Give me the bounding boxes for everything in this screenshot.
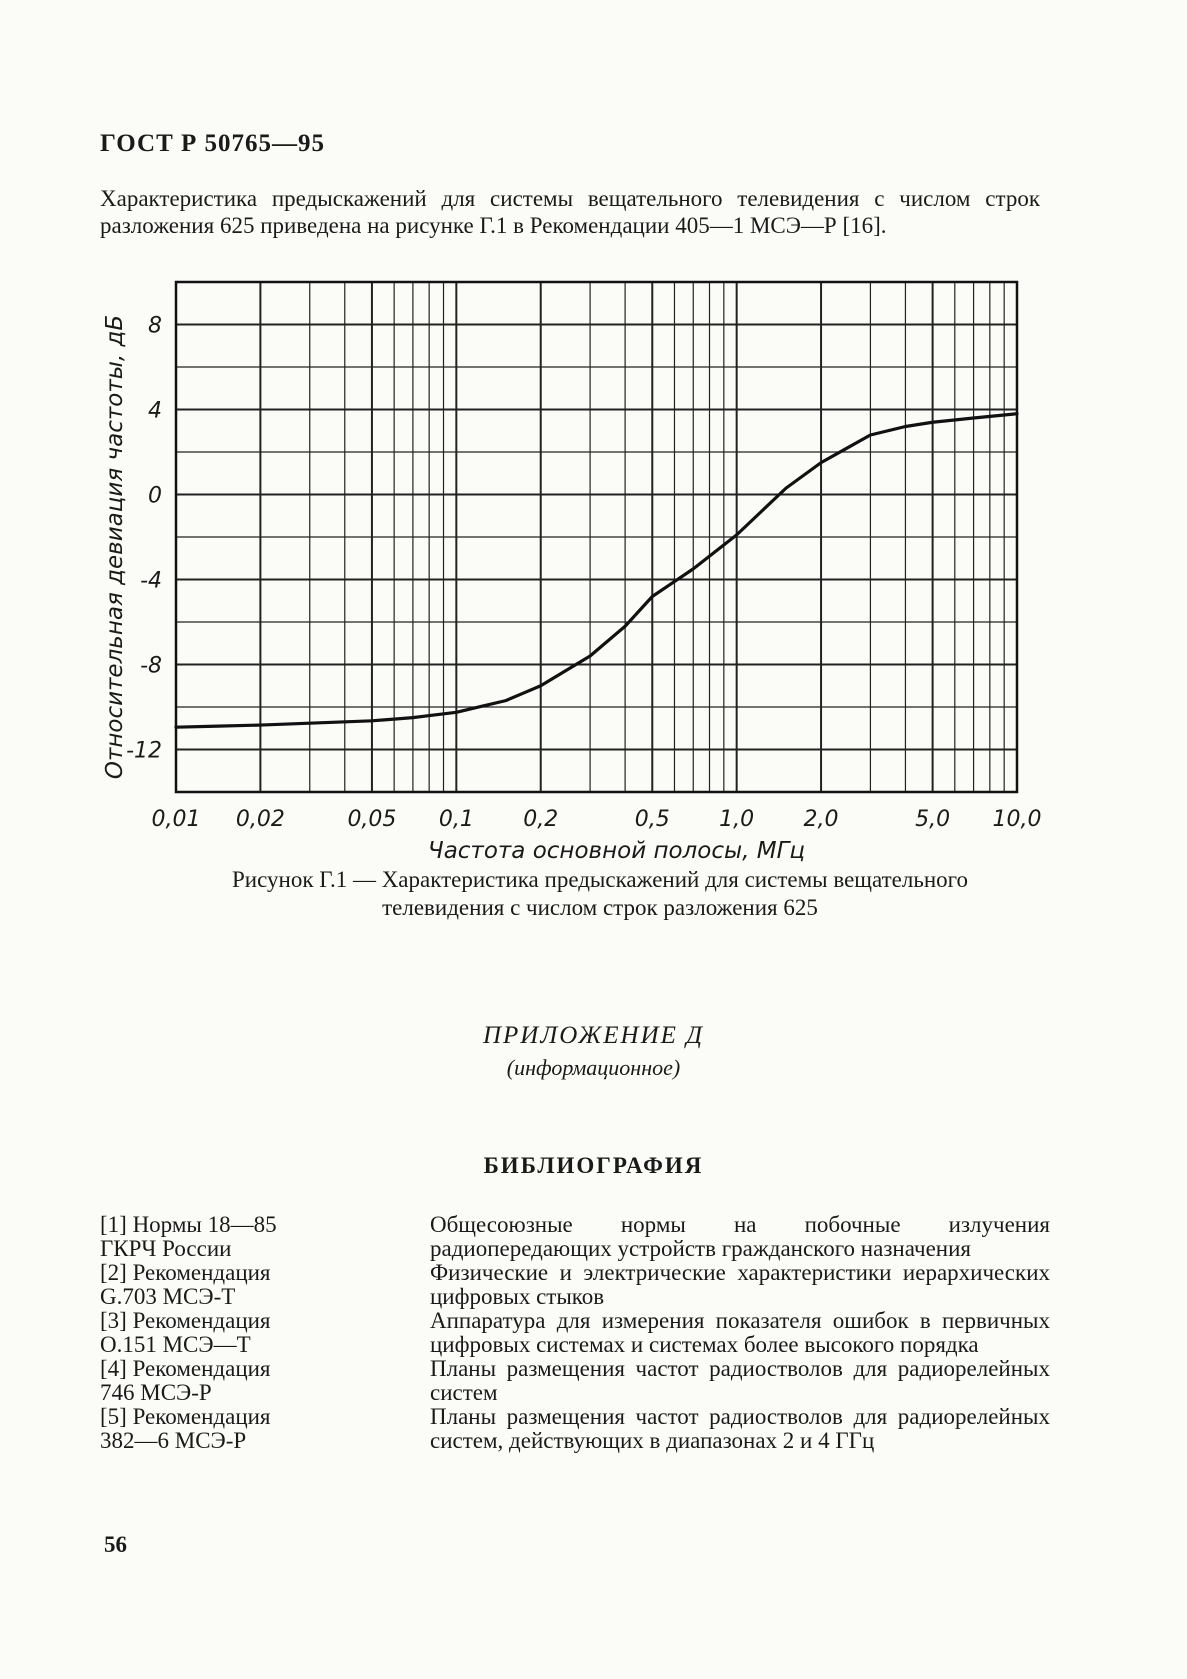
bibliography-list [100,1213,1050,1453]
bibliography-ref [100,1261,430,1309]
bibliography-ref [100,1309,430,1357]
x-tick-label: 0,1 [438,807,474,832]
bibliography-desc: Общесоюзные нормы на побочные излучения радиопередающих устройств гражданского назначения [430,1212,1050,1261]
chart-ticks [126,314,1041,833]
y-tick-label: 0 [148,483,162,509]
bibliography-heading: БИБЛИОГРАФИЯ [483,1153,704,1178]
x-tick-label: 0,02 [235,807,285,832]
bibliography-entry [100,1261,1050,1309]
bibliography-ref [100,1405,430,1453]
figure-caption-line1: Рисунок Г.1 — Характеристика предыскажений для системы вещательного [232,867,968,892]
x-tick-label: 0,2 [523,807,559,832]
bibliography-entry [100,1357,1050,1405]
bibliography-entry [100,1405,1050,1453]
x-tick-label: 2,0 [803,807,839,832]
y-tick-label: -8 [140,653,162,679]
appendix-title: ПРИЛОЖЕНИЕ Д [482,1022,705,1049]
bibliography-entry [100,1309,1050,1357]
series-line [176,414,1017,727]
intro-paragraph: Характеристика предыскажений для системы вещательного телевидения с числом строк разложения 625 приведена на рисунке Г.1 в Рекомендации 405—1 МСЭ—Р [16]. [100,186,1040,238]
bibliography-desc: Аппаратура для измерения показателя ошибок в первичных цифровых системах и системах более высокого порядка [430,1308,1050,1357]
y-tick-label: -12 [126,738,162,764]
ref-line: 382—6 МСЭ-Р [100,1428,247,1453]
ref-line: О.151 МСЭ—Т [100,1332,251,1357]
x-tick-label: 0,01 [151,807,201,832]
bibliography-ref [100,1357,430,1405]
appendix-subtitle: (информационное) [506,1055,681,1080]
ref-line: [4] Рекомендация [100,1356,271,1381]
ref-line: 746 МСЭ-Р [100,1380,212,1405]
figure-caption-line2: телевидения с числом строк разложения 625 [382,895,818,920]
x-axis-label: Частота основной полосы, МГц [427,838,806,864]
ref-line: [1] Нормы 18—85 [100,1212,277,1237]
x-tick-label: 10,0 [992,807,1042,832]
ref-line: ГКРЧ России [100,1236,232,1261]
x-tick-label: 5,0 [915,807,951,832]
document-id: ГОСТ Р 50765—95 [100,130,326,157]
predistortion-chart [0,270,1187,864]
y-tick-label: 4 [148,398,162,424]
ref-line: [3] Рекомендация [100,1308,271,1333]
bibliography-entry [100,1213,1050,1261]
bibliography-ref [100,1213,430,1261]
x-tick-label: 1,0 [719,807,755,832]
bibliography-desc: Планы размещения частот радиостволов для радиорелейных систем, действующих в диапазонах 2 и 4 ГГц [430,1404,1050,1453]
x-tick-label: 0,05 [347,807,397,832]
page-number: 56 [104,1532,127,1557]
y-axis-label: Относительная девиация частоты, дБ [102,314,128,780]
bibliography-desc: Планы размещения частот радиостволов для радиорелейных систем [430,1356,1050,1405]
chart-series [176,414,1017,727]
ref-line: [5] Рекомендация [100,1404,271,1429]
y-tick-label: -4 [140,568,162,594]
y-tick-label: 8 [148,313,162,339]
figure-caption [100,866,1100,922]
x-tick-label: 0,5 [634,807,670,832]
bibliography-desc: Физические и электрические характеристики иерархических цифровых стыков [430,1260,1050,1309]
ref-line: [2] Рекомендация [100,1260,271,1285]
chart-grid [176,282,1017,792]
ref-line: G.703 МСЭ-Т [100,1284,236,1309]
